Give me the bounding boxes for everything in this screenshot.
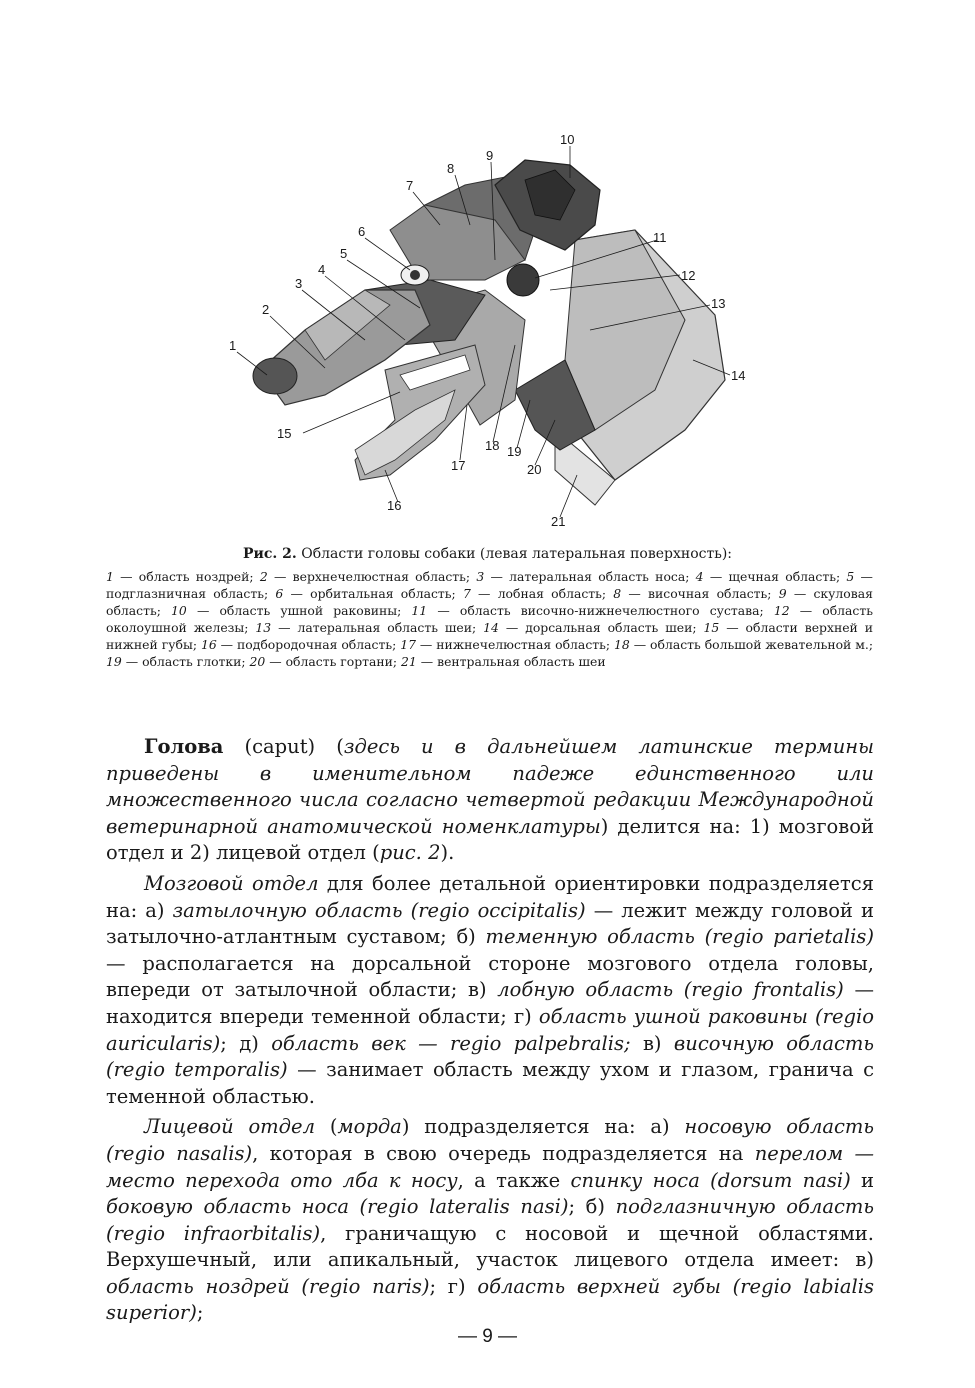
- figure-legend: [106, 568, 873, 670]
- legend-item-text: дорсальная область шеи: [525, 620, 693, 635]
- text-run: затылочную область (regio occipitalis): [172, 898, 586, 922]
- legend-item-number: 13: [255, 620, 272, 635]
- text-run: — находится впереди теменной области; г): [106, 978, 874, 1028]
- legend-item-text: вентральная область шеи: [437, 654, 606, 669]
- legend-item: 1 — область ноздрей;: [106, 569, 260, 584]
- legend-item: 7 — лобная область;: [462, 586, 614, 601]
- text-run: ; д): [220, 1031, 272, 1055]
- figure-label-19: 19: [507, 444, 522, 459]
- legend-item-number: 6: [275, 586, 284, 601]
- legend-item-number: 4: [695, 569, 704, 584]
- figure-caption-text: Области головы собаки (левая латеральная поверхность):: [301, 546, 733, 562]
- legend-item-number: 8: [613, 586, 622, 601]
- figure-label-1: 1: [229, 338, 237, 353]
- paragraph-head: [106, 734, 874, 867]
- figure-label-11: 11: [653, 230, 667, 245]
- legend-item-number: 1: [106, 569, 114, 584]
- legend-item: 19 — область глотки;: [106, 654, 250, 669]
- legend-item-text: область ушной раковины: [219, 603, 398, 618]
- text-run: — занимает область между ухом и глазом, граничa с теменной областью.: [106, 1058, 874, 1108]
- text-run: здесь и в дальнейшем латинские термины приведены в именительном падеже единственного или множественного числа согласно четвертой редакции Международной ветеринарной анатомической номенклатуры: [106, 735, 874, 838]
- text-run: ).: [440, 841, 455, 865]
- legend-item: 6 — орбитальная область;: [275, 586, 463, 601]
- text-run: область верхней губы (regio labialis superior): [106, 1274, 874, 1325]
- figure-label-5: 5: [340, 246, 348, 261]
- figure-label-15: 15: [277, 426, 292, 441]
- legend-item-number: 14: [483, 620, 499, 635]
- text-run: боковую область носа (regio lateralis nasi): [106, 1195, 569, 1219]
- legend-item: 16 — подбородочная область;: [200, 637, 401, 652]
- paragraph-facial: [106, 1114, 874, 1327]
- legend-item-text: височная область: [648, 586, 768, 601]
- text-run: Лицевой отдел: [144, 1115, 315, 1139]
- legend-item-number: 19: [106, 654, 122, 669]
- figure-label-14: 14: [731, 368, 746, 383]
- legend-item-text: подглазничная область: [106, 586, 264, 601]
- text-run: и: [850, 1168, 875, 1192]
- legend-item-number: 16: [200, 637, 217, 652]
- legend-item-text: латеральная область шеи: [297, 620, 473, 635]
- legend-item-text: область околоушной железы: [106, 603, 873, 635]
- legend-item-number: 17: [400, 637, 416, 652]
- legend-item-text: область гортани: [285, 654, 393, 669]
- page-number: — 9 —: [457, 1326, 518, 1347]
- figure-label-13: 13: [711, 296, 726, 311]
- legend-item-number: 12: [773, 603, 790, 618]
- text-run: ; г): [429, 1274, 478, 1298]
- text-run: область ушной раковины (regio auricularis): [106, 1004, 874, 1055]
- legend-item-text: латеральная область носа: [509, 569, 686, 584]
- legend-item: 13 — латеральная область шеи;: [255, 620, 484, 635]
- text-run: подглазничную область (regio infraorbitalis): [106, 1195, 874, 1245]
- legend-item-text: подбородочная область: [237, 637, 393, 652]
- legend-item: 20 — область гортани;: [249, 654, 402, 669]
- paragraph-cranial: [106, 871, 874, 1110]
- figure-caption-prefix: Рис. 2.: [242, 546, 297, 562]
- legend-item-number: 21: [401, 654, 417, 669]
- legend-item: 15 — области верхней и нижней губы;: [106, 620, 873, 652]
- text-run: ) делится на: 1) мозговой отдел и 2) лицевой отдел (: [106, 814, 874, 865]
- legend-item: 10 — область ушной раковины;: [171, 603, 412, 618]
- text-run: , а также: [457, 1168, 571, 1192]
- figure-label-9: 9: [486, 148, 494, 163]
- legend-item-text: области верхней и нижней губы: [106, 620, 873, 652]
- legend-item: 2 — верхнечелюстная область;: [259, 569, 477, 584]
- text-run: перелом — место перехода ото лба к носу: [106, 1141, 874, 1192]
- text-run: теменную область (regio parietalis): [485, 925, 874, 949]
- figure-label-10: 10: [560, 132, 575, 147]
- text-run: область век — regio palpebralis;: [271, 1031, 631, 1055]
- legend-item: 14 — дорсальная область шеи;: [483, 620, 704, 635]
- legend-item-number: 3: [476, 569, 485, 584]
- legend-item-text: щечная область: [728, 569, 836, 584]
- legend-item-number: 15: [703, 620, 720, 635]
- legend-item-number: 7: [462, 586, 471, 601]
- legend-item: 5 — подглазничная область;: [106, 569, 873, 601]
- text-run: височную область (regio temporalis): [106, 1031, 875, 1082]
- figure-label-8: 8: [447, 161, 455, 176]
- dog-head-illustration: [215, 130, 765, 530]
- legend-item-text: область ноздрей: [138, 569, 250, 584]
- legend-item-text: область височно-нижнечелюстного сустава: [459, 603, 760, 618]
- legend-item: 12 — область околоушной железы;: [106, 603, 873, 635]
- figure-label-20: 20: [527, 462, 542, 477]
- figure-label-16: 16: [387, 498, 402, 513]
- legend-item: 11 — область височно-нижнечелюстного сустава;: [411, 603, 774, 618]
- legend-item-text: орбитальная область: [310, 586, 452, 601]
- legend-item-text: лобная область: [497, 586, 602, 601]
- legend-item-number: 18: [613, 637, 630, 652]
- legend-item: 21 — вентральная область шеи: [401, 654, 606, 669]
- figure-label-2: 2: [262, 302, 270, 317]
- text-run: лобную область (regio frontalis): [497, 978, 844, 1002]
- figure-caption-title: [100, 545, 875, 563]
- figure-label-7: 7: [406, 178, 414, 193]
- text-run: ; б): [568, 1195, 616, 1219]
- legend-item: 9 — скуловая область;: [106, 586, 873, 618]
- text-run: — располагается на дорсальной стороне мозгового отдела головы, впереди от затылочной области; в): [106, 951, 874, 1002]
- legend-item: 17 — нижнечелюстная область;: [400, 637, 614, 652]
- legend-item-number: 9: [778, 586, 787, 601]
- text-run: , которая в свою очередь подразделяется на: [252, 1141, 755, 1165]
- figure-label-12: 12: [681, 268, 696, 283]
- legend-item-text: область большой жевательной м.: [650, 637, 869, 652]
- legend-item-number: 20: [249, 654, 266, 669]
- text-run: ;: [196, 1301, 204, 1325]
- text-run: спинку носа (dorsum nasi): [570, 1168, 851, 1192]
- figure-label-18: 18: [485, 438, 500, 453]
- legend-item: 4 — щечная область;: [695, 569, 847, 584]
- text-run: рис. 2: [379, 841, 441, 865]
- legend-item-number: 11: [411, 603, 428, 618]
- text-run: морда: [337, 1115, 402, 1139]
- legend-item-number: 5: [846, 569, 855, 584]
- figure-label-6: 6: [358, 224, 366, 239]
- legend-item: 18 — область большой жевательной м.;: [613, 637, 873, 652]
- legend-item-text: нижнечелюстная область: [436, 637, 606, 652]
- legend-item-text: область глотки: [142, 654, 242, 669]
- text-run: носовую область (regio nasalis): [106, 1115, 875, 1165]
- text-run: (caput) (: [223, 735, 344, 758]
- legend-item-number: 2: [259, 569, 268, 584]
- text-run: область ноздрей (regio naris): [106, 1274, 430, 1298]
- text-run: (: [315, 1115, 338, 1139]
- figure-label-17: 17: [451, 458, 466, 473]
- text-run: в): [630, 1031, 674, 1055]
- legend-item-text: скуловая область: [106, 586, 873, 618]
- dog-head-figure: [215, 130, 765, 530]
- text-run: Голова: [144, 735, 224, 758]
- legend-item-text: верхнечелюстная область: [292, 569, 466, 584]
- figure-label-4: 4: [318, 262, 326, 277]
- text-run: ) подразделяется на: а): [401, 1115, 685, 1139]
- text-run: — лежит между головой и затылочно-атлантным суставом; б): [106, 898, 874, 949]
- figure-label-3: 3: [295, 276, 303, 291]
- figure-label-21: 21: [551, 514, 566, 529]
- legend-item-number: 10: [171, 603, 187, 618]
- legend-item: 8 — височная область;: [613, 586, 779, 601]
- legend-item: 3 — латеральная область носа;: [476, 569, 696, 584]
- text-run: Мозговой отдел: [144, 871, 319, 895]
- text-run: для более детальной ориентировки подразделяется на: а): [106, 871, 874, 922]
- text-run: , граничащую с носовой и щечной областями. Верхушечный, или апикальный, участок лицевого отдела имеет: в): [106, 1221, 874, 1272]
- body-text: [106, 734, 874, 1331]
